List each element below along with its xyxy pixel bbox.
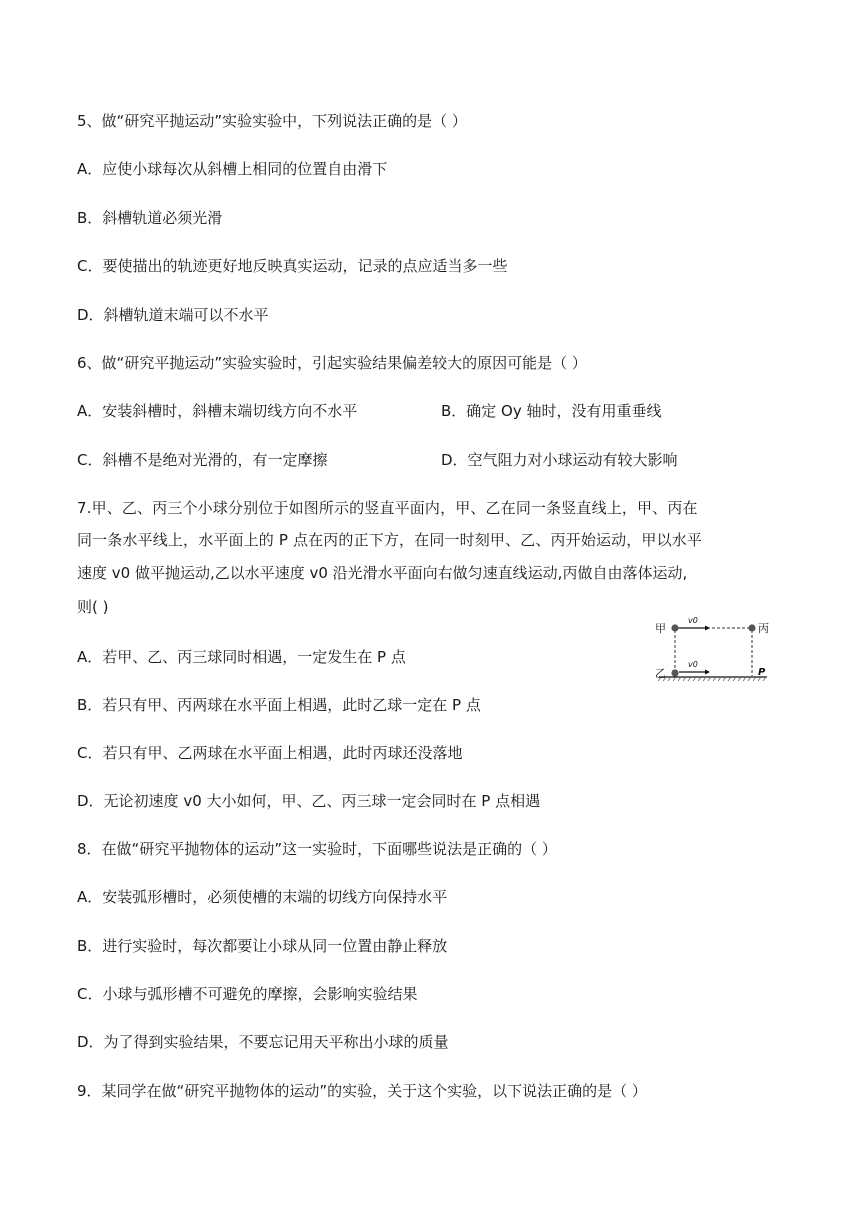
question-7-stem-line-3: 速度 v0 做平抛运动,乙以水平速度 v0 沿光滑水平面向右做匀速直线运动,丙做自由落体运动, <box>77 564 688 582</box>
label-v0-bottom: v0 <box>688 660 698 669</box>
question-5-option-c: C．要使描出的轨迹更好地反映真实运动，记录的点应适当多一些 <box>77 257 508 275</box>
question-7-option-a: A．若甲、乙、丙三球同时相遇，一定发生在 P 点 <box>77 648 406 666</box>
arrowhead-bottom <box>705 670 710 675</box>
question-8-option-d: D．为了得到实验结果，不要忘记用天平称出小球的质量 <box>77 1033 449 1051</box>
question-8-option-c: C．小球与弧形槽不可避免的摩擦，会影响实验结果 <box>77 985 418 1003</box>
label-v0-top: v0 <box>688 616 698 625</box>
question-7-figure <box>655 614 775 690</box>
question-7-stem-line-2: 同一条水平线上，水平面上的 P 点在丙的正下方，在同一时刻甲、乙、丙开始运动，甲以水平 <box>77 531 703 549</box>
label-p: P <box>758 667 766 678</box>
arrowhead-top <box>705 626 710 631</box>
label-yi: 乙 <box>655 667 666 680</box>
question-8-stem: 8．在做“研究平抛物体的运动”这一实验时，下面哪些说法是正确的（ ） <box>77 840 557 858</box>
ball-yi <box>671 669 678 676</box>
question-7-stem-line-1: 7.甲、乙、丙三个小球分别位于如图所示的竖直平面内，甲、乙在同一条竖直线上，甲、丙在 <box>77 499 698 517</box>
question-7-option-b: B．若只有甲、丙两球在水平面上相遇，此时乙球一定在 P 点 <box>77 696 481 714</box>
question-7-option-c: C．若只有甲、乙两球在水平面上相遇，此时丙球还没落地 <box>77 744 463 762</box>
question-6-option-a: A．安装斜槽时，斜槽末端切线方向不水平 <box>77 402 358 420</box>
ball-jia <box>671 624 678 631</box>
question-6-stem: 6、做“研究平抛运动”实验实验时，引起实验结果偏差较大的原因可能是（ ） <box>77 354 587 372</box>
question-6-option-b: B．确定 Oy 轴时，没有用重垂线 <box>441 402 662 420</box>
question-6-option-c: C．斜槽不是绝对光滑的，有一定摩擦 <box>77 451 328 469</box>
question-5-stem: 5、做“研究平抛运动”实验实验中，下列说法正确的是（ ） <box>77 112 467 130</box>
label-jia: 甲 <box>655 622 666 635</box>
question-5-option-a: A．应使小球每次从斜槽上相同的位置自由滑下 <box>77 160 388 178</box>
question-6-option-d: D．空气阻力对小球运动有较大影响 <box>441 451 678 469</box>
label-bing: 丙 <box>758 622 769 635</box>
question-8-option-a: A．安装弧形槽时，必须使槽的末端的切线方向保持水平 <box>77 888 448 906</box>
question-9-stem: 9．某同学在做“研究平抛物体的运动”的实验，关于这个实验，以下说法正确的是（ ） <box>77 1082 647 1100</box>
question-8-option-b: B．进行实验时，每次都要让小球从同一位置由静止释放 <box>77 937 448 955</box>
ball-bing <box>748 624 755 631</box>
question-7-stem-line-4: 则( ) <box>77 598 109 616</box>
question-5-option-d: D．斜槽轨道末端可以不水平 <box>77 306 269 324</box>
question-7-option-d: D．无论初速度 v0 大小如何，甲、乙、丙三球一定会同时在 P 点相遇 <box>77 792 541 810</box>
question-5-option-b: B．斜槽轨道必须光滑 <box>77 209 223 227</box>
